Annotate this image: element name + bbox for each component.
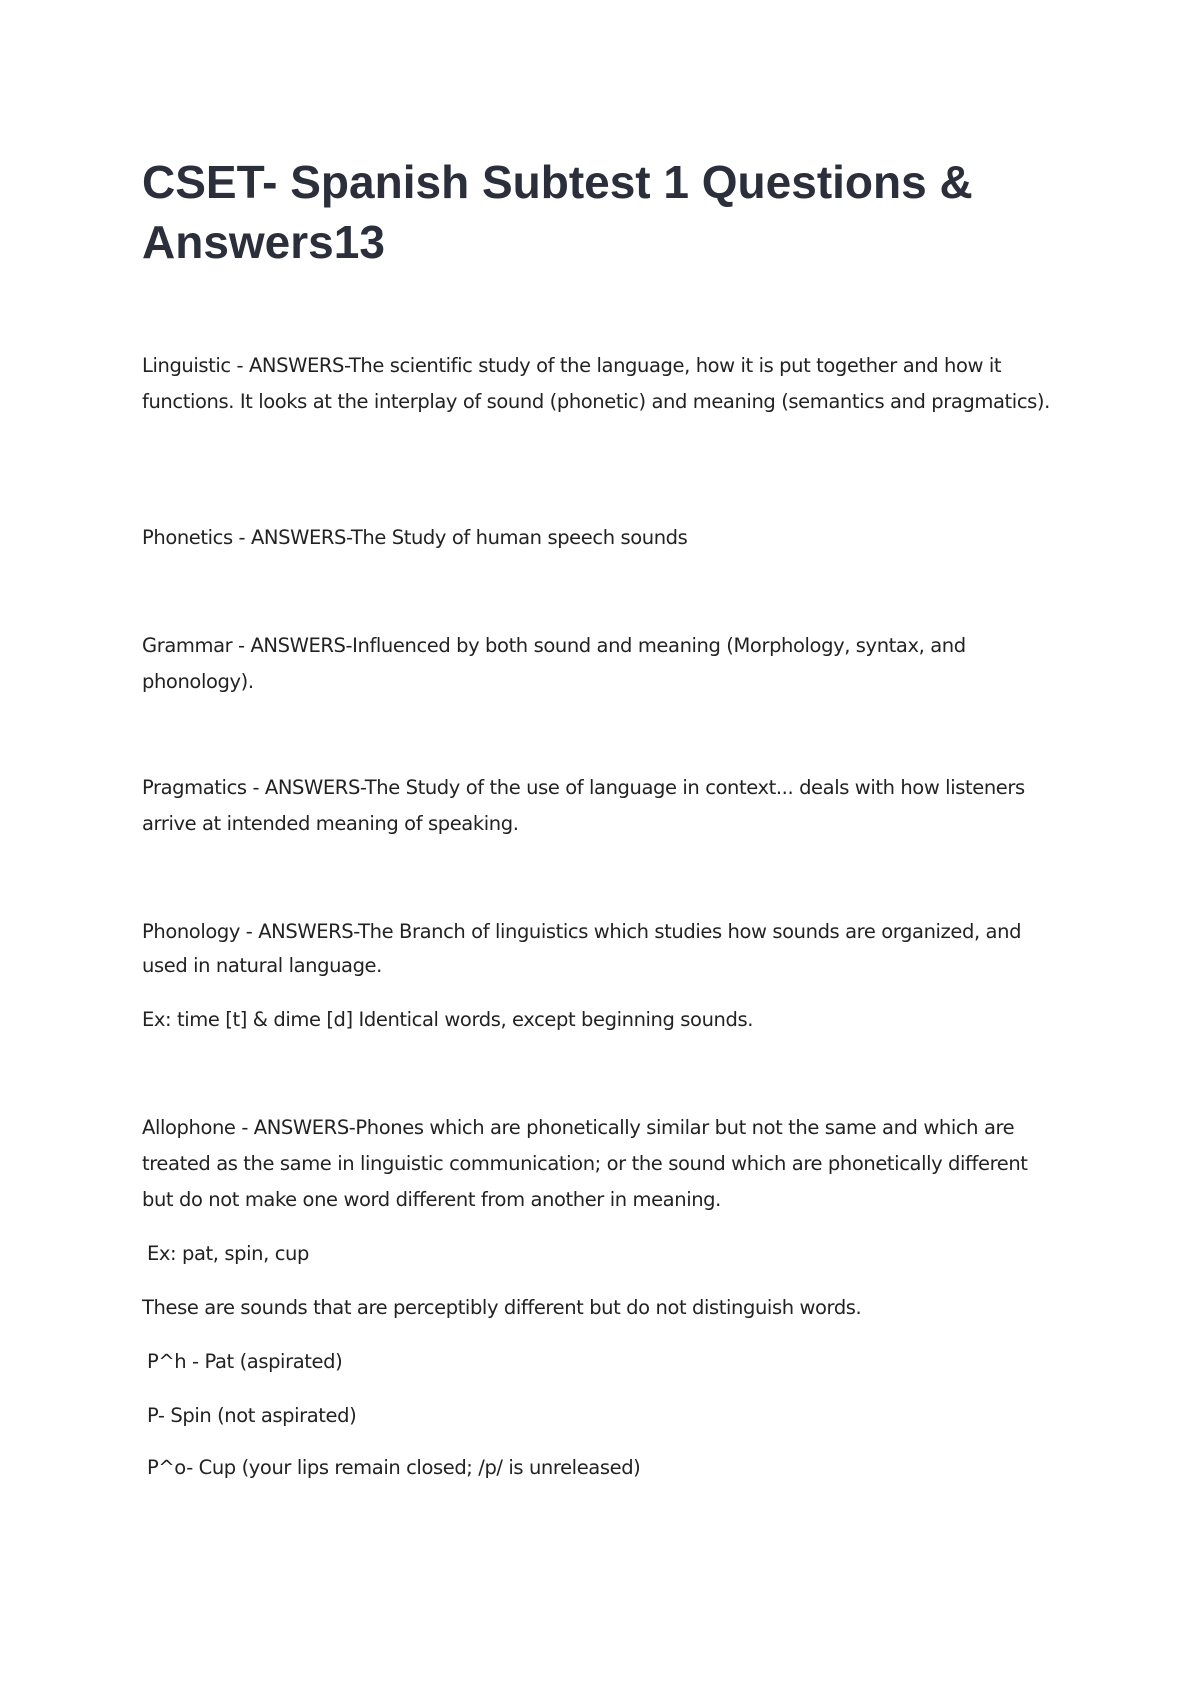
entry-allophone-line-3: but do not make one word different from another in meaning. xyxy=(142,1188,721,1211)
document-title: CSET- Spanish Subtest 1 Questions & Answers13 xyxy=(142,156,973,268)
entry-phonetics-line-1: Phonetics - ANSWERS-The Study of human speech sounds xyxy=(142,526,688,549)
entry-allophone-example: Ex: pat, spin, cup xyxy=(147,1242,309,1265)
entry-pragmatics-line-1: Pragmatics - ANSWERS-The Study of the use of language in context... deals with how listeners xyxy=(142,776,1025,799)
entry-allophone-line-2: treated as the same in linguistic communication; or the sound which are phonetically different xyxy=(142,1152,1028,1175)
entry-grammar-line-1: Grammar - ANSWERS-Influenced by both sound and meaning (Morphology, syntax, and xyxy=(142,634,966,657)
entry-linguistic-line-2: functions. It looks at the interplay of sound (phonetic) and meaning (semantics and pragmatics). xyxy=(142,390,1050,413)
entry-allophone-sub-example-2: P- Spin (not aspirated) xyxy=(147,1404,357,1427)
entry-phonology-example: Ex: time [t] & dime [d] Identical words, except beginning sounds. xyxy=(142,1008,754,1031)
entry-allophone-note: These are sounds that are perceptibly different but do not distinguish words. xyxy=(142,1296,862,1319)
entry-phonology-line-1: Phonology - ANSWERS-The Branch of linguistics which studies how sounds are organized, and xyxy=(142,920,1022,943)
entry-allophone-sub-example-1: P^h - Pat (aspirated) xyxy=(147,1350,343,1373)
entry-allophone-sub-example-3: P^o- Cup (your lips remain closed; /p/ is unreleased) xyxy=(147,1456,641,1479)
entry-allophone-line-1: Allophone - ANSWERS-Phones which are phonetically similar but not the same and which are xyxy=(142,1116,1015,1139)
entry-grammar-line-2: phonology). xyxy=(142,670,254,693)
entry-pragmatics-line-2: arrive at intended meaning of speaking. xyxy=(142,812,519,835)
entry-linguistic-line-1: Linguistic - ANSWERS-The scientific study of the language, how it is put together and how it xyxy=(142,354,1002,377)
entry-phonology-line-2: used in natural language. xyxy=(142,954,382,977)
